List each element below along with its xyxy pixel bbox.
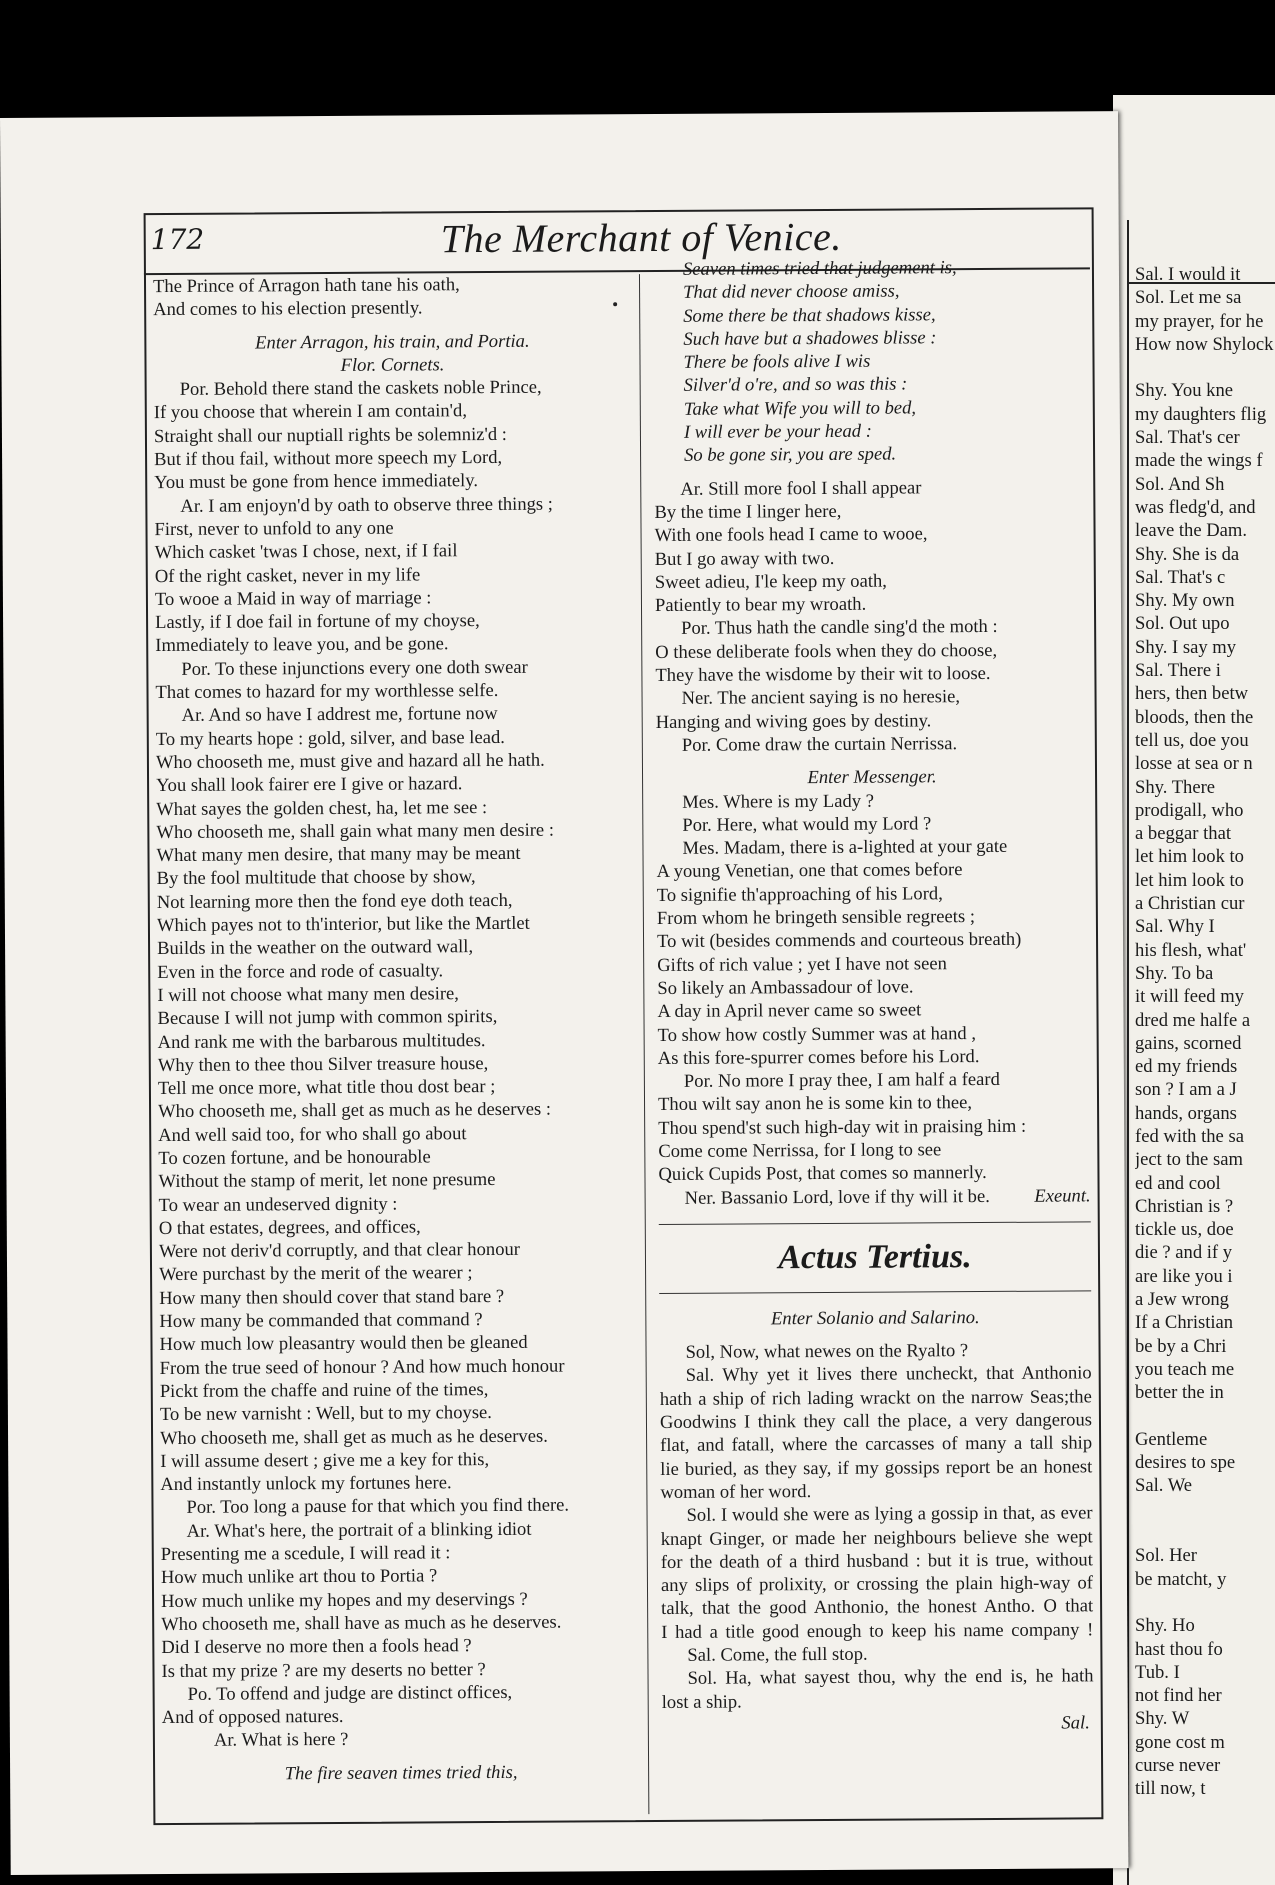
facing-page-line: Sal. I would it bbox=[1135, 264, 1241, 285]
text-line: But I go away with two. bbox=[654, 547, 835, 570]
text-line: Por. Thus hath the candle sing'd the moth : bbox=[681, 616, 998, 640]
text-line: Without the stamp of merit, let none presume bbox=[158, 1169, 496, 1193]
facing-page-line: Sol. And Sh bbox=[1135, 473, 1225, 495]
text-line: Which casket 'twas I chose, next, if I fail bbox=[154, 540, 458, 564]
text-line: Were not deriv'd corruptly, and that clear honour bbox=[158, 1239, 521, 1263]
text-line: Immediately to leave you, and be gone. bbox=[155, 633, 449, 657]
text-line: To signifie th'approaching of his Lord, bbox=[656, 882, 943, 906]
facing-page-line: ject to the sam bbox=[1135, 1149, 1243, 1171]
text-line: Who chooseth me, shall get as much as he deserves. bbox=[160, 1425, 548, 1449]
facing-page-line: made the wings f bbox=[1135, 450, 1263, 472]
verse-line: I will ever be your head : bbox=[683, 420, 872, 443]
text-line: Ar. I am enjoyn'd by oath to observe three things ; bbox=[180, 493, 554, 517]
text-line: talk, that the good Anthonio, the honest Antho. O that bbox=[661, 1595, 1094, 1620]
text-line: What many men desire, that many may be meant bbox=[156, 842, 521, 867]
facing-page-line: hast thou fo bbox=[1135, 1638, 1223, 1660]
text-line: Who chooseth me, shall gain what many men desire : bbox=[156, 819, 555, 843]
facing-page-line: be by a Chri bbox=[1135, 1335, 1227, 1357]
text-line: How much low pleasantry would then be gleaned bbox=[159, 1332, 528, 1356]
text-line: lost a ship. bbox=[661, 1691, 742, 1713]
scroll-verse bbox=[653, 255, 1086, 467]
text-line: And well said too, for who shall go about bbox=[158, 1122, 467, 1146]
facing-page-line bbox=[1135, 1498, 1275, 1521]
text-line: Who chooseth me, shall have as much as he deserves. bbox=[161, 1611, 562, 1635]
text-line: Ar. And so have I addrest me, fortune now bbox=[181, 703, 498, 727]
text-line: Presenting me a scedule, I will read it : bbox=[160, 1542, 451, 1566]
text-line: With one fools head I came to wooe, bbox=[654, 523, 928, 547]
facing-page-line: die ? and if y bbox=[1135, 1242, 1233, 1264]
facing-page-line: it will feed my bbox=[1135, 986, 1244, 1008]
facing-page-line: till now, t bbox=[1135, 1778, 1206, 1800]
text-line: Enter Messenger. bbox=[807, 766, 937, 789]
text-line: But if thou fail, without more speech my Lord, bbox=[154, 447, 503, 471]
text-line: To wit (besides commends and courteous breath) bbox=[656, 929, 1022, 953]
text-line: Builds in the weather on the outward wall, bbox=[157, 936, 474, 960]
facing-page-line: Shy. I say my bbox=[1135, 636, 1237, 658]
text-line: They have the wisdome by their wit to loose. bbox=[655, 663, 991, 687]
facing-page-line: Tub. I bbox=[1135, 1661, 1180, 1683]
facing-page-line: Shy. Ho bbox=[1135, 1615, 1195, 1637]
verse-line: Silver'd o're, and so was this : bbox=[683, 373, 908, 397]
exit-speech: Ner. Bassanio Lord, love if thy will it be. bbox=[684, 1185, 990, 1209]
text-line: Sol. Ha, what sayest thou, why the end is, he hath bbox=[687, 1665, 1094, 1690]
text-line: By the time I linger here, bbox=[654, 500, 842, 523]
text-line: How much unlike art thou to Portia ? bbox=[160, 1565, 438, 1589]
text-line: And of opposed natures. bbox=[161, 1706, 344, 1729]
text-line: Quick Cupids Post, that comes so mannerly. bbox=[658, 1162, 987, 1186]
facing-page-line: bloods, then the bbox=[1135, 706, 1254, 728]
facing-page-line: Sol. Let me sa bbox=[1135, 287, 1242, 309]
text-line: I will assume desert ; give me a key for this, bbox=[160, 1448, 490, 1472]
act-rule-bottom bbox=[659, 1290, 1091, 1294]
text-line: Sweet adieu, I'le keep my oath, bbox=[654, 570, 887, 593]
facing-page bbox=[1113, 95, 1275, 1885]
verse-line: Some there be that shadows kisse, bbox=[683, 303, 936, 327]
facing-page-line: Sal. There i bbox=[1135, 660, 1221, 682]
text-line: The Prince of Arragon hath tane his oath, bbox=[152, 274, 460, 298]
text-line: I will not choose what many men desire, bbox=[157, 983, 459, 1006]
text-line: What sayes the golden chest, ha, let me see : bbox=[156, 796, 488, 820]
text-line: The fire seaven times tried this, bbox=[284, 1761, 518, 1784]
facing-page-line: was fledg'd, and bbox=[1135, 496, 1256, 518]
facing-page-line bbox=[1135, 1405, 1275, 1428]
facing-page-line: fed with the sa bbox=[1135, 1125, 1244, 1147]
facing-page-line: let him look to bbox=[1135, 846, 1244, 868]
facing-page-line: a Jew wrong bbox=[1135, 1289, 1229, 1311]
text-line: How many be commanded that command ? bbox=[159, 1309, 483, 1333]
facing-page-line: Shy. To ba bbox=[1135, 962, 1214, 984]
text-line: To be new varnisht : Well, but to my choyse. bbox=[159, 1402, 492, 1426]
text-line: flat, and fatall, where the carcasses of many a tall ship bbox=[660, 1432, 1093, 1457]
text-line: Lastly, if I doe fail in fortune of my choyse, bbox=[155, 610, 480, 634]
facing-page-line: let him look to bbox=[1135, 869, 1244, 891]
book-page bbox=[0, 111, 1129, 1875]
act-title: Actus Tertius. bbox=[778, 1237, 972, 1277]
text-line: lie buried, as they say, if my gossips report be an honest bbox=[660, 1456, 1093, 1480]
text-line: Sol, Now, what newes on the Ryalto ? bbox=[685, 1340, 969, 1364]
text-line: You shall look fairer ere I give or hazard. bbox=[156, 773, 463, 797]
verse-line: Take what Wife you will to bed, bbox=[683, 397, 917, 420]
text-line: Straight shall our nuptiall rights be solemniz'd : bbox=[153, 423, 507, 447]
text-line: To wooe a Maid in way of marriage : bbox=[154, 587, 432, 610]
text-line: Hanging and wiving goes by destiny. bbox=[655, 709, 932, 733]
text-line: As this fore-spurrer comes before his Lord. bbox=[657, 1045, 980, 1069]
text-line: Thou wilt say anon he is some kin to thee, bbox=[657, 1092, 973, 1116]
facing-page-line bbox=[1135, 1521, 1275, 1544]
text-line: Gifts of rich value ; yet I have not seen bbox=[657, 952, 947, 976]
text-line: A young Venetian, one that comes before bbox=[656, 859, 963, 883]
act-dialogue bbox=[659, 1339, 1093, 1714]
facing-page-line: you teach me bbox=[1135, 1358, 1235, 1380]
facing-page-line: son ? I am a J bbox=[1135, 1079, 1237, 1101]
text-line: Ner. The ancient saying is no heresie, bbox=[681, 686, 961, 710]
act-rule-top bbox=[659, 1221, 1091, 1225]
facing-page-line: a Christian cur bbox=[1135, 893, 1245, 915]
text-line: How much unlike my hopes and my deservings ? bbox=[160, 1588, 528, 1612]
facing-page-line: hers, then betw bbox=[1135, 683, 1249, 705]
text-line: To show how costly Summer was at hand , bbox=[657, 1022, 977, 1046]
text-line: Sal. Come, the full stop. bbox=[687, 1643, 868, 1666]
text-line: A day in April never came so sweet bbox=[657, 999, 922, 1023]
page-number: 172 bbox=[150, 222, 205, 257]
text-line: And comes to his election presently. bbox=[153, 297, 423, 321]
text-line: From whom he bringeth sensible regreets ; bbox=[656, 906, 976, 930]
text-line: Who chooseth me, must give and hazard all he hath. bbox=[155, 749, 545, 773]
text-line: Of the right casket, never in my life bbox=[154, 564, 421, 587]
text-line: First, never to unfold to any one bbox=[154, 517, 394, 541]
left-column bbox=[153, 272, 640, 1786]
text-line: Por. No more I pray thee, I am half a feard bbox=[683, 1069, 1000, 1092]
text-line: So likely an Ambassadour of love. bbox=[657, 976, 914, 999]
scene-direction: Enter Solanio and Salarino. bbox=[770, 1306, 980, 1330]
facing-page-line: Shy. There bbox=[1135, 776, 1216, 798]
text-line: any slips of prolixity, or crossing the plain high-way of bbox=[660, 1572, 1094, 1597]
verse-line: Seaven times tried that judgement is, bbox=[682, 257, 957, 280]
facing-page-line: Gentleme bbox=[1135, 1428, 1208, 1450]
text-line: How many then should cover that stand bare ? bbox=[159, 1285, 505, 1309]
text-line: Por. Come draw the curtain Nerrissa. bbox=[681, 733, 958, 756]
facing-page-line: ed my friends bbox=[1135, 1056, 1238, 1078]
running-title: The Merchant of Venice. bbox=[440, 213, 842, 262]
facing-page-line: Sal. That's cer bbox=[1135, 427, 1240, 449]
facing-page-line: Shy. You kne bbox=[1135, 380, 1233, 402]
text-line: Flor. Cornets. bbox=[340, 354, 445, 376]
text-line: And instantly unlock my fortunes here. bbox=[160, 1472, 452, 1496]
text-line: Pickt from the chaffe and ruine of the times, bbox=[159, 1378, 489, 1403]
text-line: Ar. What is here ? bbox=[213, 1729, 349, 1752]
text-line: By the fool multitude that choose by show, bbox=[156, 866, 476, 890]
text-line: Come come Nerrissa, for I long to see bbox=[658, 1139, 942, 1162]
facing-page-line: better the in bbox=[1135, 1382, 1224, 1404]
text-line: Is that my prize ? are my deserts no better ? bbox=[161, 1658, 486, 1682]
text-line: And rank me with the barbarous multitudes. bbox=[157, 1029, 486, 1053]
facing-page-line: curse never bbox=[1135, 1755, 1221, 1776]
facing-page-line: a beggar that bbox=[1135, 823, 1232, 845]
text-line: knapt Ginger, or made her neighbours believe she wept bbox=[660, 1525, 1093, 1550]
facing-page-line: Shy. She is da bbox=[1135, 543, 1240, 565]
verse-line: So be gone sir, you are sped. bbox=[684, 443, 897, 467]
text-line: Por. Too long a pause for that which you find there. bbox=[186, 1494, 570, 1519]
text-line: From the true seed of honour ? And how much honour bbox=[159, 1355, 565, 1379]
facing-page-line: be matcht, y bbox=[1135, 1568, 1227, 1590]
text-line: To wear an undeserved dignity : bbox=[158, 1193, 398, 1216]
text-line: Enter Arragon, his train, and Portia. bbox=[255, 330, 530, 354]
text-line: O these deliberate fools when they do choose, bbox=[655, 639, 998, 663]
facing-page-line: gone cost m bbox=[1135, 1731, 1225, 1753]
catchword: Sal. bbox=[1061, 1712, 1090, 1734]
facing-page-line: Sal. We bbox=[1135, 1475, 1193, 1497]
facing-page-line: Sol. Out upo bbox=[1135, 613, 1230, 635]
text-line: woman of her word. bbox=[660, 1481, 812, 1503]
text-line: for the death of a third husband : but it is true, without bbox=[660, 1549, 1093, 1573]
facing-page-frame bbox=[1127, 220, 1129, 1885]
text-line: Por. To these injunctions every one doth swear bbox=[181, 656, 528, 680]
text-line: Por. Here, what would my Lord ? bbox=[682, 813, 932, 836]
text-line: Sol. I would she were as lying a gossip in that, as ever bbox=[686, 1502, 1093, 1527]
facing-page-line: my daughters flig bbox=[1135, 403, 1267, 425]
verse-line: There be fools alive I wis bbox=[683, 350, 871, 374]
facing-page-line: tickle us, doe bbox=[1135, 1219, 1234, 1241]
facing-page-text bbox=[1135, 263, 1275, 1801]
verse-line: That did never choose amiss, bbox=[683, 280, 900, 304]
text-line: Ar. What's here, the portrait of a blinking idiot bbox=[186, 1518, 532, 1542]
facing-page-line: Christian is ? bbox=[1135, 1195, 1234, 1217]
right-column bbox=[653, 255, 1094, 1737]
facing-page-line: Shy. My own bbox=[1135, 590, 1235, 612]
facing-page-line: his flesh, what' bbox=[1135, 939, 1247, 961]
facing-page-line: hands, organs bbox=[1135, 1102, 1237, 1124]
facing-page-line: ed and cool bbox=[1135, 1172, 1221, 1194]
verse-line: Such have but a shadowes blisse : bbox=[683, 327, 937, 350]
text-line: Were purchast by the merit of the wearer ; bbox=[159, 1262, 473, 1286]
text-line: Patiently to bear my wroath. bbox=[654, 593, 867, 617]
facing-page-line: not find her bbox=[1135, 1685, 1222, 1707]
text-line: Por. Behold there stand the caskets noble Prince, bbox=[179, 376, 542, 401]
stage-direction-exeunt: Exeunt. bbox=[1034, 1184, 1091, 1207]
facing-page-line: gains, scorned bbox=[1135, 1032, 1242, 1054]
text-line: Thou spend'st such high-day wit in praising him : bbox=[658, 1115, 1027, 1139]
text-line: Sal. Why yet it lives there uncheckt, that Anthonio bbox=[685, 1362, 1092, 1387]
text-line: Not learning more then the fond eye doth teach, bbox=[156, 889, 513, 913]
facing-page-line: Sal. That's c bbox=[1135, 566, 1226, 588]
facing-page-line: If a Christian bbox=[1135, 1312, 1234, 1334]
text-line: I had a title good enough to keep his name company ! bbox=[661, 1619, 1094, 1643]
facing-page-line: leave the Dam. bbox=[1135, 520, 1248, 542]
facing-page-line: Shy. W bbox=[1135, 1708, 1190, 1730]
text-line: Goodwins I think they call the place, a very dangerous bbox=[659, 1409, 1093, 1434]
text-line: Mes. Madam, there is a-lighted at your gate bbox=[682, 835, 1008, 859]
text-line: Because I will not jump with common spirits, bbox=[157, 1006, 498, 1030]
text-line: Ar. Still more fool I shall appear bbox=[680, 477, 922, 500]
facing-page-line: are like you i bbox=[1135, 1265, 1233, 1287]
text-line: If you choose that wherein I am contain'd, bbox=[153, 400, 468, 424]
facing-page-line: desires to spe bbox=[1135, 1452, 1236, 1474]
text-line: To cozen fortune, and be honourable bbox=[158, 1146, 431, 1170]
dialogue-block bbox=[654, 475, 1090, 1187]
facing-page-line: How now Shylock bbox=[1135, 333, 1274, 355]
text-line: To my hearts hope : gold, silver, and base lead. bbox=[155, 726, 505, 750]
text-line: You must be gone from hence immediately. bbox=[154, 470, 479, 494]
exit-line bbox=[659, 1184, 1091, 1210]
text-line: Mes. Where is my Lady ? bbox=[682, 790, 875, 813]
facing-page-line: tell us, doe you bbox=[1135, 729, 1249, 751]
facing-page-line bbox=[1135, 1591, 1275, 1614]
facing-page-line: Sal. Why I bbox=[1135, 916, 1215, 938]
facing-page-line bbox=[1135, 356, 1275, 379]
text-line: Why then to thee thou Silver treasure house, bbox=[157, 1052, 489, 1076]
text-line: Did I deserve no more then a fools head ? bbox=[161, 1635, 472, 1659]
facing-page-line: Sol. Her bbox=[1135, 1545, 1197, 1567]
text-line: Who chooseth me, shall get as much as he deserves : bbox=[158, 1099, 552, 1123]
facing-page-line: losse at sea or n bbox=[1135, 753, 1253, 775]
facing-page-line: dred me halfe a bbox=[1135, 1009, 1251, 1031]
text-line: Po. To offend and judge are distinct offices, bbox=[187, 1681, 513, 1705]
text-line: Tell me once more, what title thou dost bear ; bbox=[157, 1076, 496, 1100]
facing-page-line: prodigall, who bbox=[1135, 799, 1244, 821]
facing-page-line: my prayer, for he bbox=[1135, 310, 1264, 332]
text-line: That comes to hazard for my worthlesse selfe. bbox=[155, 680, 499, 704]
text-line: Even in the force and rode of casualty. bbox=[157, 959, 444, 983]
text-line: Which payes not to th'interior, but like the Martlet bbox=[156, 912, 530, 937]
text-line: O that estates, degrees, and offices, bbox=[158, 1216, 421, 1239]
text-line: hath a ship of rich lading wrackt on the narrow Seas;the bbox=[659, 1386, 1092, 1410]
